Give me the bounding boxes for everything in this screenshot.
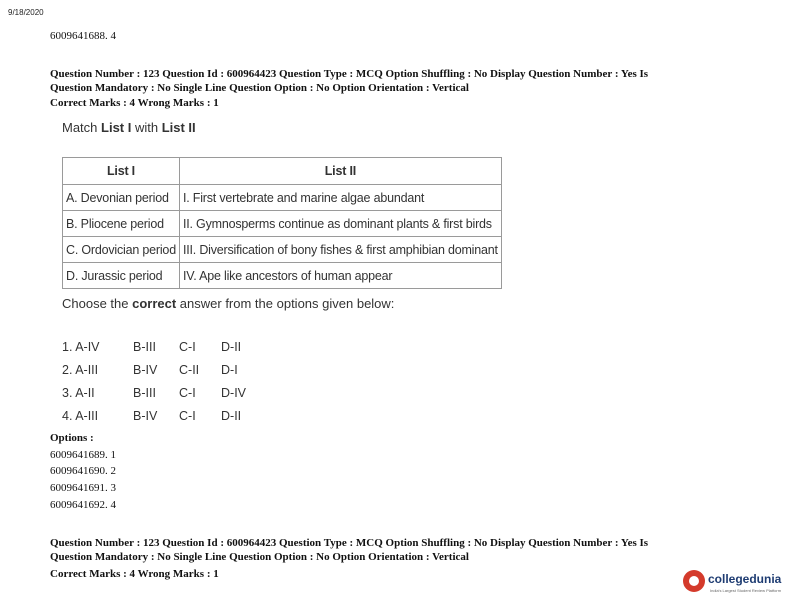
option-id: 6009641689. 1 [50,449,116,461]
answer-option-d: D-II [221,409,242,423]
question-stem [62,120,196,135]
answer-option-d: D-II [221,340,242,354]
answer-option-b: B-III [133,340,156,354]
table-row [63,237,502,263]
table-cell-list-2: I. First vertebrate and marine algae abundant [179,185,501,211]
graduate-icon [683,570,705,592]
print-date: 9/18/2020 [8,8,44,17]
table-cell-list-2: IV. Ape like ancestors of human appear [179,263,501,289]
table-header-list-2: List II [179,158,501,185]
option-id: 6009641692. 4 [50,499,116,511]
answer-option-a: 1. A-IV [62,340,100,354]
answer-option-b: B-IV [133,409,158,423]
options-label: Options : [50,432,94,444]
next-question-meta-line-1: Question Number : 123 Question Id : 600964423 Question Type : MCQ Option Shuffling : No Display Question Number : Yes Is [50,537,649,549]
table-header-row [63,158,502,185]
match-table [62,157,502,289]
question-meta-line-1: Question Number : 123 Question Id : 600964423 Question Type : MCQ Option Shuffling : No Display Question Number : Yes Is [50,68,649,80]
table-row [63,211,502,237]
answer-option-c: C-I [179,386,196,400]
previous-option-id: 6009641688. 4 [50,30,116,42]
choose-suffix: answer from the options given below: [176,296,395,311]
answer-option-c: C-I [179,409,196,423]
answer-option-d: D-IV [221,386,246,400]
answer-option-a: 2. A-III [62,363,99,377]
table-cell-list-2: III. Diversification of bony fishes & first amphibian dominant [179,237,501,263]
table-cell-list-1: D. Jurassic period [63,263,180,289]
table-cell-list-1: A. Devonian period [63,185,180,211]
question-marks: Correct Marks : 4 Wrong Marks : 1 [50,97,219,109]
answer-option-b: B-III [133,386,156,400]
match-prefix: Match [62,120,102,135]
answer-option-c: C-II [179,363,200,377]
question-meta-line-2: Question Mandatory : No Single Line Question Option : No Option Orientation : Vertical [50,82,469,94]
table-cell-list-1: C. Ordovician period [63,237,180,263]
answer-option-c: C-I [179,340,196,354]
next-question-meta-line-2: Question Mandatory : No Single Line Question Option : No Option Orientation : Vertical [50,551,469,563]
table-cell-list-2: II. Gymnosperms continue as dominant plants & first birds [179,211,501,237]
match-list-2: List II [161,120,196,135]
table-row [63,185,502,211]
choose-bold: correct [132,296,177,311]
answer-option-d: D-I [221,363,238,377]
logo-name: collegedunia [708,572,782,586]
option-id: 6009641691. 3 [50,482,116,494]
choose-instruction [62,296,394,311]
logo-tagline: India's Largest Student Review Platform [710,588,782,593]
collegedunia-logo [683,570,791,600]
answer-option-a: 3. A-II [62,386,95,400]
next-question-marks: Correct Marks : 4 Wrong Marks : 1 [50,568,219,580]
choose-prefix: Choose the [62,296,133,311]
answer-option-a: 4. A-III [62,409,99,423]
match-with: with [131,120,162,135]
option-id: 6009641690. 2 [50,465,116,477]
match-list-1: List I [101,120,132,135]
table-row [63,263,502,289]
answer-option-b: B-IV [133,363,158,377]
table-cell-list-1: B. Pliocene period [63,211,180,237]
table-header-list-1: List I [63,158,180,185]
